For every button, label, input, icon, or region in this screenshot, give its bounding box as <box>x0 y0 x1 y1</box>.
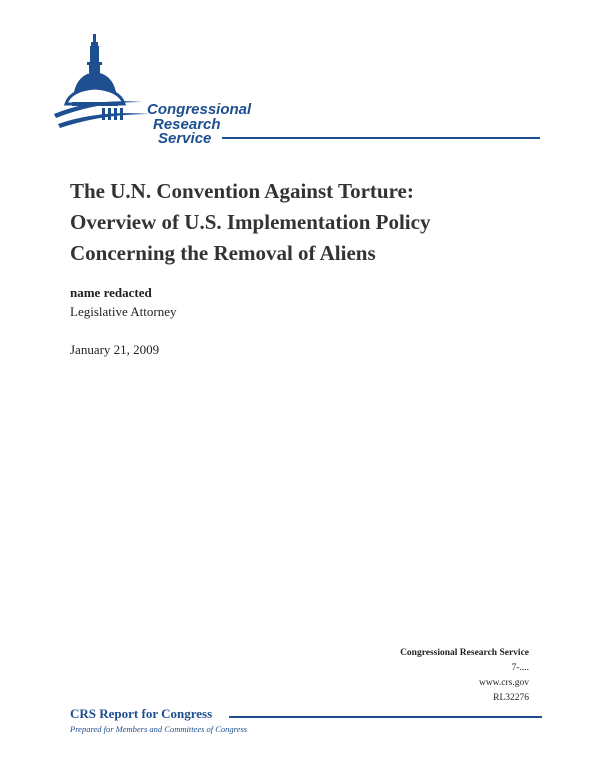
crs-website: www.crs.gov <box>478 678 529 688</box>
crs-contact-block <box>400 646 529 706</box>
logo-text-congressional: Congressional <box>147 101 252 118</box>
report-date: January 21, 2009 <box>70 342 160 357</box>
crs-logo <box>52 32 272 147</box>
title-line-1: The U.N. Convention Against Torture: <box>70 179 414 203</box>
crs-phone: 7-.... <box>511 663 529 673</box>
report-number: RL32276 <box>493 693 529 703</box>
crs-organization: Congressional Research Service <box>400 648 529 658</box>
capitol-dome-icon <box>52 32 162 147</box>
title-line-3: Concerning the Removal of Aliens <box>70 241 376 265</box>
footer-title: CRS Report for Congress <box>70 706 213 721</box>
footer-subtitle: Prepared for Members and Committees of Congress <box>70 724 248 734</box>
author-name: name redacted <box>70 285 152 300</box>
report-title <box>70 176 540 269</box>
author-role: Legislative Attorney <box>70 304 177 319</box>
footer-rule <box>229 716 542 718</box>
logo-text-research: Research <box>153 116 221 133</box>
logo-text-service: Service <box>158 130 212 147</box>
logo-rule <box>222 137 540 139</box>
title-line-2: Overview of U.S. Implementation Policy <box>70 210 431 234</box>
